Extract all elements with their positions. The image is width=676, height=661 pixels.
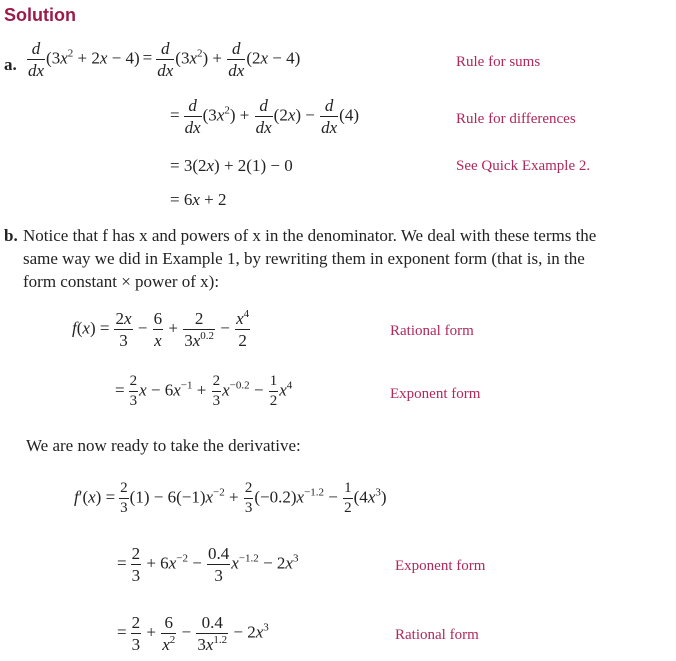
ready-text: We are now ready to take the derivative: <box>26 436 301 455</box>
note-rule-for-differences: Rule for differences <box>456 111 576 127</box>
exponent-form-equation: = $\frac{2}{3}$ $x - 6x^{-1}$ + $\frac{2}{3}$ $x^{-0.2}$ − $\frac{1}{2}$ $x^4$ <box>115 373 293 409</box>
part-a-line-1: $\frac{d}{dx}$ $(3x^2 + 2x - 4)$ = $\frac{d}{dx}$ $(3x^2)$ + $\frac{d}{dx}$ (2x − 4) <box>28 39 301 80</box>
note-derivative-rational-form: Rational form <box>395 627 479 643</box>
note-derivative-exponent-form: Exponent form <box>395 558 486 574</box>
solution-heading: Solution <box>4 5 76 25</box>
derivative-rational-form: = $\frac{2}{3}$ + $\frac{6}{x^2}$ − $\frac{0.4}{3x^{1.2}}$ − $2x^3$ <box>117 613 269 654</box>
part-b-label: b. <box>4 226 18 245</box>
part-a-line-4: = 6x + 2 <box>170 190 227 209</box>
note-rule-for-sums: Rule for sums <box>456 54 541 70</box>
part-b-paragraph-line-1: Notice that f has x and powers of x in the denominator. We deal with these terms the <box>23 226 597 245</box>
note-rational-form: Rational form <box>390 323 474 339</box>
note-exponent-form: Exponent form <box>390 386 481 402</box>
part-a-label: a. <box>4 55 17 74</box>
part-a-line-3: = 3(2x) + 2(1) − 0 <box>170 156 293 175</box>
part-a-line-2: = $\frac{d}{dx}$ $(3x^2)$ + $\frac{d}{dx}$ (2x) − $\frac{d}{dx}$ (4) <box>170 96 359 137</box>
derivative-equation: f′(x) = $\frac{2}{3}$ $(1) - 6(-1)x^{-2}$ + $\frac{2}{3}$ $(-0.2)x^{-1.2}$ − $\frac{1}{2}$ $(4x^3)$ <box>74 480 387 516</box>
part-b-paragraph-line-2: same way we did in Example 1, by rewriting them in exponent form (that is, in the <box>23 249 585 268</box>
rational-form-equation: f(x) = $\frac{2x}{3}$ − $\frac{6}{x}$ + $\frac{2}{3x^{0.2}}$ − $\frac{x^4}{2}$ <box>72 308 250 350</box>
derivative-exponent-form: = $\frac{2}{3}$ + $6x^{-2}$ − $\frac{0.4}{3}$ $x^{-1.2} - 2x^3$ <box>117 544 299 585</box>
note-see-quick-example: See Quick Example 2. <box>456 158 591 174</box>
part-b-paragraph-line-3: form constant × power of x): <box>23 272 220 291</box>
